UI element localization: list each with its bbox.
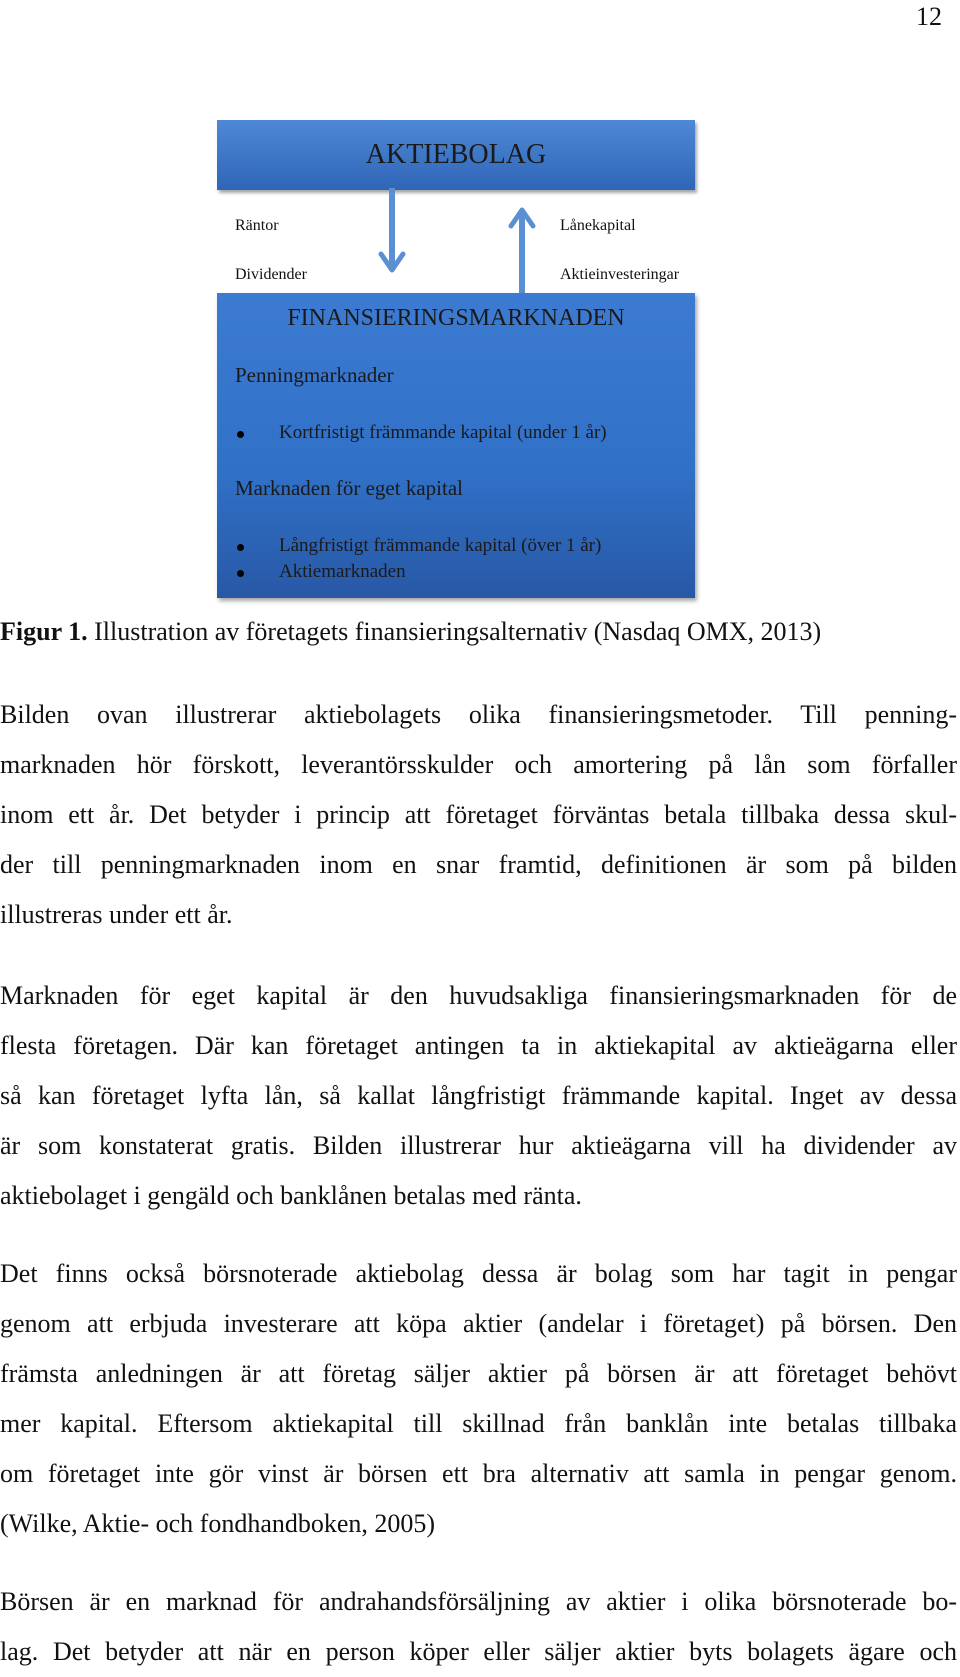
equity-market-heading: Marknaden för eget kapital <box>235 476 463 500</box>
label-aktieinvesteringar: Aktieinvesteringar <box>560 266 680 283</box>
text-line: så kan företaget lyfta lån, så kallat långfristigt främmande kapital. Inget av dessa <box>0 1081 957 1110</box>
text-line: (Wilke, Aktie- och fondhandboken, 2005) <box>0 1509 436 1538</box>
figure-caption-text: Illustration av företagets finansieringsalternativ (Nasdaq OMX, 2013) <box>87 617 822 646</box>
text-line: främsta anledningen är att företag säljer aktier på börsen är att företaget behövt <box>0 1359 957 1388</box>
text-line: om företaget inte gör vinst är börsen ett bra alternativ att samla in pengar genom. <box>0 1459 957 1488</box>
stock-market-item: Aktiemarknaden <box>279 561 406 582</box>
text-line: genom att erbjuda investerare att köpa aktier (andelar i företaget) på börsen. Den <box>0 1309 957 1338</box>
text-line: inom ett år. Det betyder i princip att företaget förväntas betala tillbaka dessa skul- <box>0 800 957 829</box>
label-lanekapital: Lånekapital <box>560 217 636 234</box>
text-line: lag. Det betyder att när en person köper eller säljer aktier byts bolagets ägare och <box>0 1637 957 1666</box>
text-line: illustreras under ett år. <box>0 900 233 929</box>
paragraph-4 <box>0 1577 957 1677</box>
text-line: aktiebolaget i gengäld och banklånen betalas med ränta. <box>0 1181 582 1210</box>
paragraph-3 <box>0 1249 957 1549</box>
figure-label: Figur 1. <box>0 617 88 646</box>
short-term-capital-item: Kortfristigt främmande kapital (under 1 år) <box>279 422 607 443</box>
text-line: Bilden ovan illustrerar aktiebolagets olika finansieringsmetoder. Till penning- <box>0 700 957 729</box>
text-line: der till penningmarknaden inom en snar framtid, definitionen är som på bilden <box>0 850 957 879</box>
company-box <box>217 120 695 190</box>
text-line: är som konstaterat gratis. Bilden illustrerar hur aktieägarna vill ha dividender av <box>0 1131 957 1160</box>
paragraph-1 <box>0 690 957 940</box>
text-line: Marknaden för eget kapital är den huvudsakliga finansieringsmarknaden för de <box>0 981 957 1010</box>
text-line: Börsen är en marknad för andrahandsförsäljning av aktier i olika börsnoterade bo- <box>0 1587 957 1616</box>
financing-market-box <box>217 293 695 598</box>
financing-diagram <box>0 0 960 620</box>
text-line: mer kapital. Eftersom aktiekapital till skillnad från banklån inte betalas tillbaka <box>0 1409 957 1438</box>
text-line: Det finns också börsnoterade aktiebolag dessa är bolag som har tagit in pengar <box>0 1259 957 1288</box>
down-arrow-icon <box>378 188 406 278</box>
text-line: marknaden hör förskott, leverantörsskulder och amortering på lån som förfaller <box>0 750 957 779</box>
up-arrow-icon <box>508 206 536 296</box>
paragraph-2 <box>0 971 957 1221</box>
financing-market-title: FINANSIERINGSMARKNADEN <box>287 305 625 331</box>
money-market-heading: Penningmarknader <box>235 363 394 387</box>
company-box-label: AKTIEBOLAG <box>365 139 547 170</box>
long-term-capital-item: Långfristigt främmande kapital (över 1 år) <box>279 535 602 556</box>
figure-caption <box>0 617 821 647</box>
page-number: 12 <box>916 2 942 31</box>
text-line: flesta företagen. Där kan företaget antingen ta in aktiekapital av aktieägarna eller <box>0 1031 957 1060</box>
label-dividender: Dividender <box>235 266 307 283</box>
label-rantor: Räntor <box>235 217 279 234</box>
